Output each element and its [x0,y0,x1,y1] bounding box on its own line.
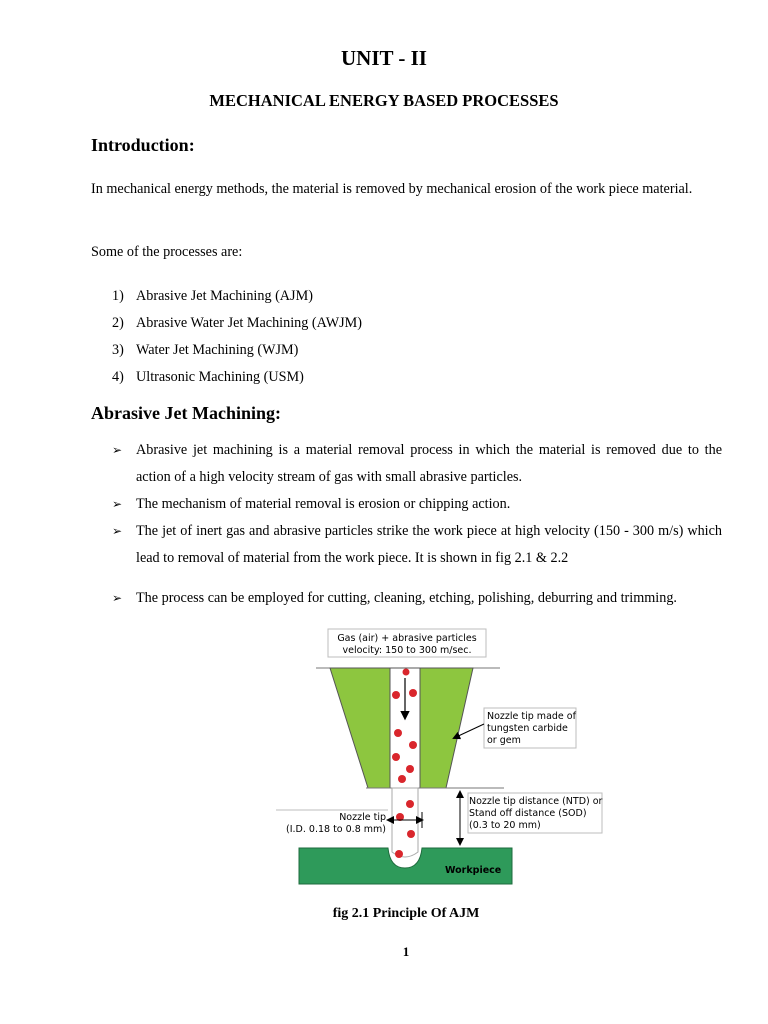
abrasive-particle [392,753,400,761]
list-number: 3) [112,342,124,358]
nozzle-left-wall [330,668,390,788]
ntd-label-line-1: Nozzle tip distance (NTD) or [469,796,603,807]
process-list-item [112,283,362,310]
process-list-item [112,364,362,391]
abrasive-particle [403,669,410,676]
arrow-bullet-icon: ➢ [112,591,123,605]
abrasive-particle [398,775,406,783]
abrasive-jet-stream [392,788,418,857]
bullet-item [112,518,722,572]
list-item-text: Ultrasonic Machining (USM) [136,369,304,385]
arrow-bullet-icon: ➢ [112,497,123,511]
nozzle-right-wall [420,668,473,788]
nozzle-material-line-3: or gem [487,735,521,746]
processes-lead-text: Some of the processes are: [91,244,243,260]
abrasive-particle [407,830,415,838]
chapter-title: MECHANICAL ENERGY BASED PROCESSES [209,91,559,110]
list-item-text: Abrasive Water Jet Machining (AWJM) [136,315,362,331]
gas-label-line-2: velocity: 150 to 300 m/sec. [342,645,472,656]
process-list-item [112,310,362,337]
abrasive-particle [406,765,414,773]
list-item-text: Water Jet Machining (WJM) [136,342,299,358]
ntd-label-line-3: (0.3 to 20 mm) [469,820,541,831]
bullet-item [112,491,722,518]
abrasive-particle [394,729,402,737]
abrasive-particle [395,850,403,858]
arrow-bullet-icon: ➢ [112,524,123,538]
introduction-paragraph: In mechanical energy methods, the material is removed by mechanical erosion of the work piece material. [91,181,693,197]
list-number: 4) [112,369,124,385]
ajm-heading: Abrasive Jet Machining: [91,403,281,423]
list-number: 1) [112,288,124,304]
process-list [112,283,362,391]
list-item-text: Abrasive Jet Machining (AJM) [136,288,313,304]
abrasive-particle [392,691,400,699]
nozzle-tip-label-line-1: Nozzle tip [339,812,386,823]
abrasive-particle [409,689,417,697]
bullet-text: The process can be employed for cutting, cleaning, etching, polishing, deburring and trimming. [136,590,677,606]
bullet-text: The mechanism of material removal is erosion or chipping action. [136,496,511,512]
list-number: 2) [112,315,124,331]
ntd-label-line-2: Stand off distance (SOD) [469,808,587,819]
nozzle-tip-label-line-2: (I.D. 0.18 to 0.8 mm) [286,824,386,835]
abrasive-particle [409,741,417,749]
bullet-item [112,585,722,612]
process-list-item [112,337,362,364]
introduction-heading: Introduction: [91,135,195,155]
gas-label-line-1: Gas (air) + abrasive particles [337,633,477,644]
nozzle-material-line-1: Nozzle tip made of [487,711,576,722]
bullet-text: The jet of inert gas and abrasive particles strike the work piece at high velocity (150 - 300 m/s) which lead to removal of material from the work piece. It is shown in fig 2.1 & 2.2 [136,523,722,566]
abrasive-particle [406,800,414,808]
bullet-item [112,437,722,491]
nozzle-material-line-2: tungsten carbide [487,723,568,734]
ajm-principle-diagram [270,626,610,888]
unit-title: UNIT - II [341,46,427,70]
figure-caption: fig 2.1 Principle Of AJM [332,906,480,921]
arrow-bullet-icon: ➢ [112,443,123,457]
workpiece-label: Workpiece [445,865,502,876]
page-number: 1 [402,944,410,959]
bullet-text: Abrasive jet machining is a material removal process in which the material is removed due to the action of a high velocity stream of gas with small abrasive particles. [136,442,722,485]
